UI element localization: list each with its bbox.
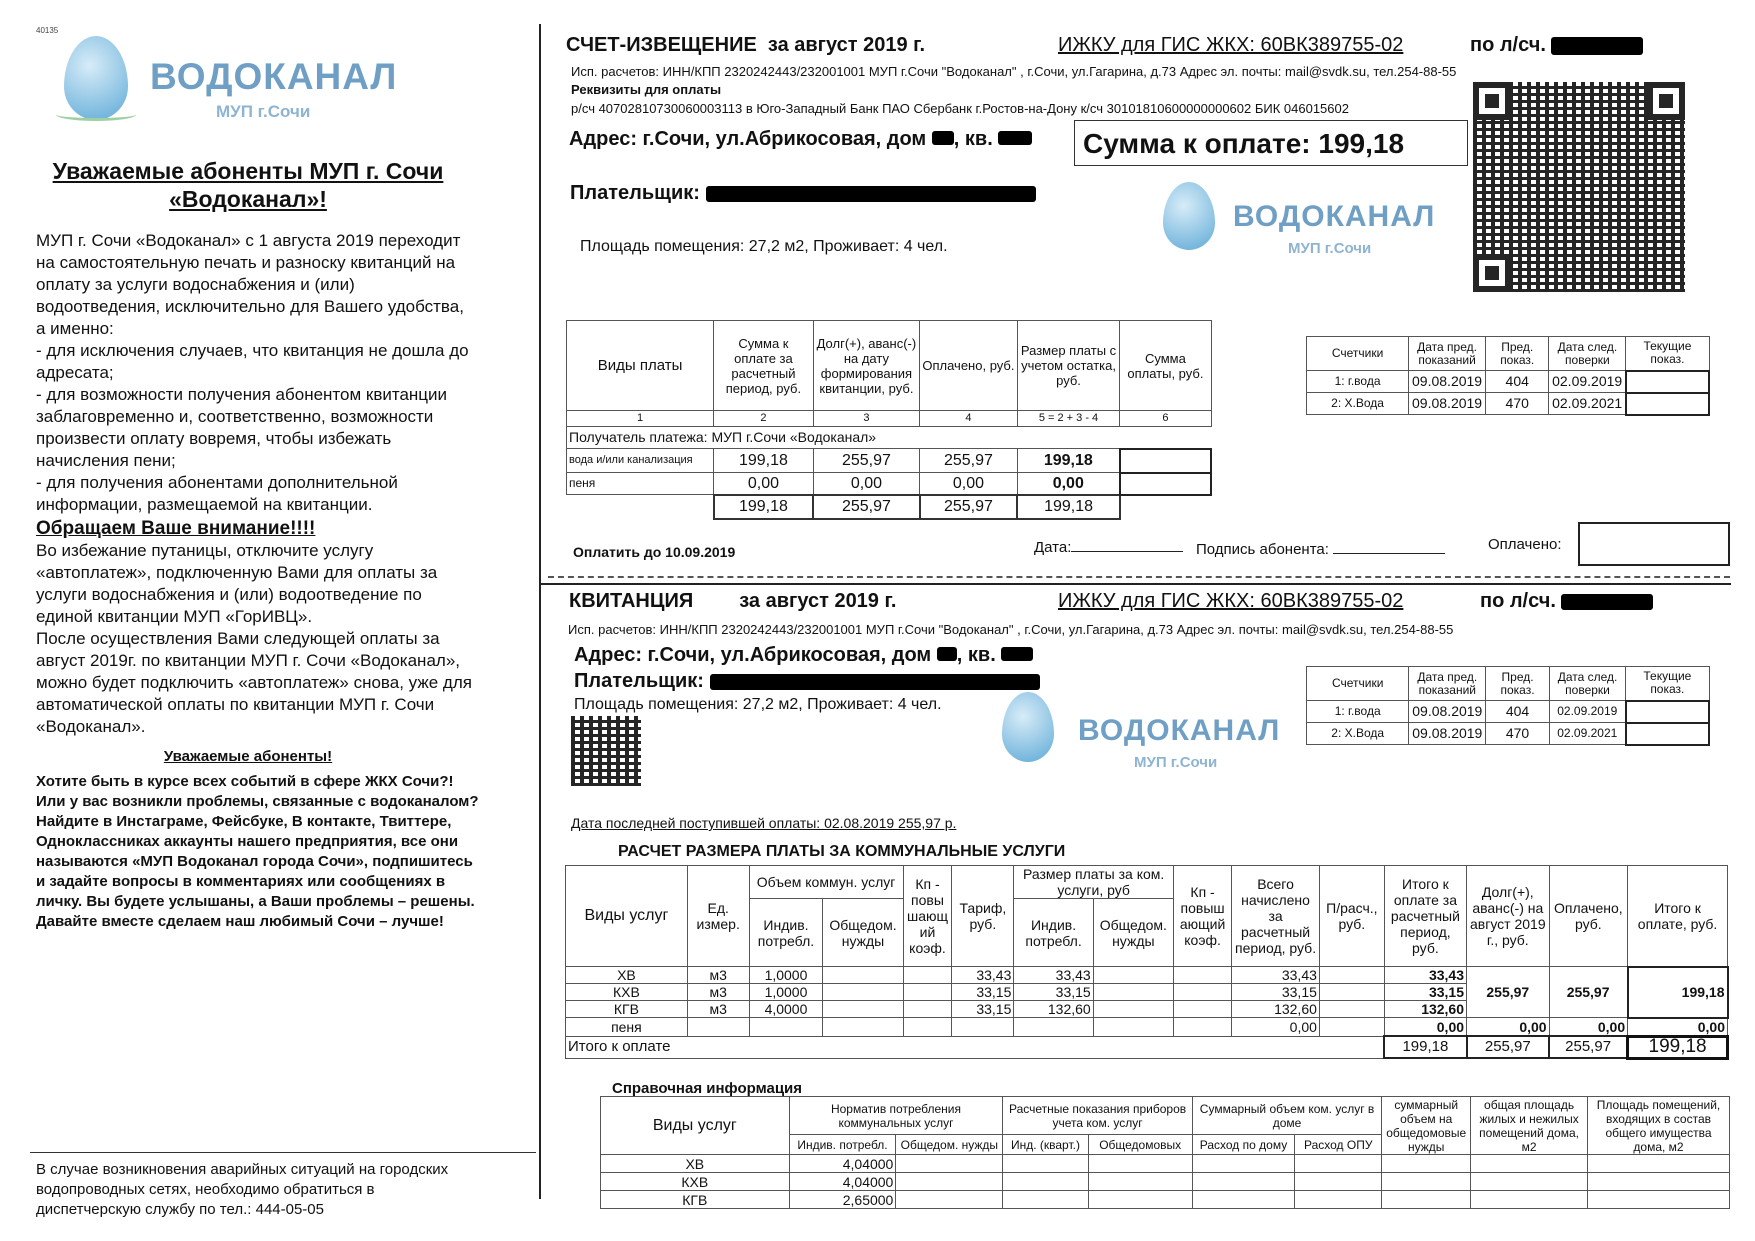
calc-cell: 33,43 (1014, 967, 1093, 984)
text-line: автоматической оплаты по квитанции МУП г. Сочи (36, 695, 435, 714)
logo-name: ВОДОКАНАЛ (1233, 200, 1436, 233)
sum-paid-input[interactable] (1120, 449, 1211, 473)
calc-cell: 0,00 (1467, 1018, 1550, 1037)
calc-cell: 0,00 (1232, 1018, 1320, 1037)
text-line: водоотведения, исключительно для Вашего удобства, (36, 297, 464, 316)
empty-cell (567, 495, 714, 519)
grand-total: 199,18 (1628, 1036, 1728, 1058)
top-isp: Исп. расчетов: ИНН/КПП 2320242443/232001001 МУП г.Сочи "Водоканал" , г.Сочи, ул.Гагарина, д.73 Адрес эл. почты: mail@svdk.su, тел.254-88-55 (571, 64, 1457, 79)
mh: Счетчики (1307, 337, 1409, 371)
intro-text (36, 230, 469, 516)
bottom-address: Адрес: г.Сочи, ул.Абрикосовая, дом , кв. (574, 644, 1033, 667)
text-line: заблаговременно и, соответственно, возможности (36, 407, 434, 426)
total-cell: 255,97 (813, 495, 919, 519)
heading-line-2: «Водоканал»! (169, 186, 327, 212)
meter-prev: 404 (1486, 371, 1549, 393)
calc-cell (1093, 967, 1173, 984)
calc-cell: ХВ (566, 967, 688, 984)
row-label: пеня (567, 473, 714, 495)
th: Расход ОПУ (1295, 1135, 1382, 1155)
th: суммарный объем на общедомовые нужды (1382, 1097, 1471, 1155)
th: Расчетные показания приборов учета ком. услуг (1003, 1097, 1192, 1135)
calc-cell: 132,60 (1232, 1001, 1320, 1018)
calc-cell: 33,15 (1384, 984, 1466, 1001)
total-cell: 199,18 (714, 495, 813, 519)
text-line: водопроводных сетях, необходимо обратиться в (36, 1181, 375, 1198)
ref-title: Справочная информация (612, 1080, 803, 1097)
bottom-payer: Плательщик: (574, 670, 1040, 693)
top-gis-id: ИЖКУ для ГИС ЖКХ: 60ВК389755-02 (1058, 34, 1404, 56)
th: Суммарный объем ком. услуг в доме (1192, 1097, 1382, 1135)
meter-name: 2: Х.Вода (1307, 393, 1409, 415)
th: Индив. потребл. (749, 899, 823, 967)
th: Расход по дому (1192, 1135, 1294, 1155)
qr-finder (1473, 82, 1511, 120)
th: общая площадь жилых и нежилых помещений дома, м2 (1471, 1097, 1588, 1155)
th: Виды услуг (601, 1097, 790, 1155)
cell: 255,97 (813, 449, 919, 473)
calc-cell: 0,00 (1384, 1018, 1466, 1037)
redacted-account (1551, 37, 1643, 55)
cut-line (548, 576, 1730, 578)
logo-sub: МУП г.Сочи (1134, 754, 1218, 771)
current-reading-input[interactable] (1626, 393, 1709, 415)
calc-cell: 255,97 (1549, 967, 1628, 1018)
calc-cell: м3 (687, 984, 749, 1001)
calc-cell (1173, 967, 1231, 984)
mh: Пред. показ. (1486, 337, 1549, 371)
calc-cell: 199,18 (1628, 967, 1728, 1018)
qr-finder (1473, 254, 1511, 292)
logo-name: ВОДОКАНАЛ (1078, 714, 1281, 747)
text-line: август 2019г. по квитанции МУП г. Сочи «Водоканал», (36, 651, 460, 670)
calc-cell: КХВ (566, 984, 688, 1001)
calc-cell (1173, 1018, 1231, 1037)
cell: 199,18 (714, 449, 813, 473)
water-drop-icon (1002, 692, 1054, 762)
calc-cell: 0,00 (1628, 1018, 1728, 1037)
calc-cell: 33,43 (1232, 967, 1320, 984)
th-kind: Виды платы (567, 321, 714, 411)
calc-cell (749, 1018, 823, 1037)
current-reading-input[interactable] (1626, 701, 1709, 723)
th-paid: Оплачено, руб. (920, 321, 1018, 411)
bottom-account: по л/сч. (1480, 590, 1653, 613)
meter-date: 09.08.2019 (1409, 393, 1486, 415)
mh: Текущие показ. (1626, 337, 1709, 371)
sum-to-pay: Сумма к оплате: 199,18 (1074, 120, 1468, 166)
logo-top (1155, 178, 1455, 268)
th: Общедом. нужды (1093, 899, 1173, 967)
meter-date: 09.08.2019 (1409, 701, 1486, 723)
text-line: «Водоканал». (36, 717, 146, 736)
calc-cell (823, 1018, 903, 1037)
row-label: вода и/или канализация (567, 449, 714, 473)
meter-name: 1: г.вода (1307, 371, 1409, 393)
calc-table (565, 865, 1729, 1060)
meter-date: 09.08.2019 (1409, 723, 1486, 745)
th: Индив. потребл. (789, 1135, 896, 1155)
top-address: Адрес: г.Сочи, ул.Абрикосовая, дом , кв. (569, 128, 1032, 151)
calc-cell (1093, 1018, 1173, 1037)
text-line: единой квитанции МУП «ГорИВЦ». (36, 607, 313, 626)
mh: Счетчики (1307, 667, 1409, 701)
cell: 255,97 (920, 449, 1018, 473)
th: П/расч., руб. (1319, 866, 1384, 967)
qr-finder (1647, 82, 1685, 120)
calc-cell (903, 1001, 952, 1018)
top-meters-table (1306, 336, 1710, 416)
text-line: а именно: (36, 319, 114, 338)
text-line: Хотите быть в курсе всех событий в сфере ЖКХ Сочи?! (36, 773, 454, 790)
calc-cell: пеня (566, 1018, 688, 1037)
text-line: Во избежание путаницы, отключите услугу (36, 541, 374, 560)
calc-cell: 0,00 (1549, 1018, 1628, 1037)
th-sum: Сумма к оплате за расчетный период, руб. (714, 321, 813, 411)
heading-line-1: Уважаемые абоненты МУП г. Сочи (52, 158, 444, 184)
qr-code-small (571, 716, 641, 786)
emergency-divider (30, 1152, 536, 1153)
total-cell: 199,18 (1384, 1036, 1466, 1058)
calc-cell (1319, 1018, 1384, 1037)
th: Кп - повы шающ ий коэф. (903, 866, 952, 967)
logo-name: ВОДОКАНАЛ (150, 56, 398, 97)
vertical-separator (539, 24, 541, 1199)
meter-check: 02.09.2019 (1549, 701, 1625, 723)
cell: 0,00 (714, 473, 813, 495)
top-payer: Плательщик: (570, 182, 1036, 205)
th: Итого к оплате за расчетный период, руб. (1384, 866, 1466, 967)
meter-name: 1: г.вода (1307, 701, 1409, 723)
top-title: СЧЕТ-ИЗВЕЩЕНИЕ за август 2019 г. (566, 34, 926, 56)
th: Итого к оплате, руб. (1628, 866, 1728, 967)
bottom-meters-table (1306, 666, 1710, 746)
total-label: Итого к оплате (566, 1036, 1385, 1058)
th: Ед. измер. (687, 866, 749, 967)
th-sum-paid: Сумма оплаты, руб. (1120, 321, 1211, 411)
logo-sub: МУП г.Сочи (1288, 240, 1372, 257)
calc-cell (1173, 1001, 1231, 1018)
th: Тариф, руб. (952, 866, 1014, 967)
mh: Дата след. поверки (1549, 667, 1625, 701)
text-line: называются «МУП Водоканал города Сочи», подпишитесь (36, 853, 473, 870)
calc-cell: 132,60 (1014, 1001, 1093, 1018)
th-size: Размер платы с учетом остатка, руб. (1017, 321, 1120, 411)
calc-cell: 132,60 (1384, 1001, 1466, 1018)
logo-sub: МУП г.Сочи (216, 102, 311, 121)
recipient: Получатель платежа: МУП г.Сочи «Водоканал» (567, 427, 1212, 449)
text-line: услуги водоснабжения и (или) водоотведение по (36, 585, 422, 604)
bottom-gis-id: ИЖКУ для ГИС ЖКХ: 60ВК389755-02 (1058, 590, 1404, 612)
th: Всего начислено за расчетный период, руб. (1232, 866, 1320, 967)
mh: Пред. показ. (1486, 667, 1550, 701)
logo-bottom (996, 692, 1296, 782)
pay-until: Оплатить до 10.09.2019 (573, 544, 736, 560)
drop-wave-icon (56, 108, 136, 121)
top-account: по л/сч. (1470, 34, 1643, 57)
current-reading-input[interactable] (1626, 371, 1709, 393)
total-cell: 255,97 (1467, 1036, 1550, 1058)
text-line: произвести оплату вовремя, чтобы избежать (36, 429, 392, 448)
text-line: Или у вас возникли проблемы, связанные с водоканалом? (36, 793, 479, 810)
text-line: личку. Вы будете услышаны, а Ваши проблемы – решены. (36, 893, 475, 910)
th: Виды услуг (566, 866, 688, 967)
calc-cell (823, 1001, 903, 1018)
corner-code: 40135 (36, 26, 59, 35)
total-cell: 199,18 (1017, 495, 1120, 519)
ref-cell: КГВ (601, 1191, 790, 1209)
calc-cell (952, 1018, 1014, 1037)
calc-cell: 33,15 (952, 984, 1014, 1001)
calc-cell: 33,43 (952, 967, 1014, 984)
th: Объем коммун. услуг (749, 866, 903, 899)
empty-cell (1120, 495, 1211, 519)
paid-box[interactable] (1578, 522, 1730, 566)
mh: Текущие показ. (1626, 667, 1709, 701)
cell: 0,00 (1017, 473, 1120, 495)
th: Оплачено, руб. (1549, 866, 1628, 967)
top-area: Площадь помещения: 27,2 м2, Проживает: 4 чел. (580, 238, 948, 255)
sub-heading: Уважаемые абоненты! (163, 748, 333, 765)
text-line: - для исключения случаев, что квитанция не дошла до (36, 341, 469, 360)
bottom-isp: Исп. расчетов: ИНН/КПП 2320242443/232001001 МУП г.Сочи "Водоканал" , г.Сочи, ул.Гагарина, д.73 Адрес эл. почты: mail@svdk.su, тел.254-88-55 (568, 622, 1454, 637)
num-cell: 2 (714, 411, 813, 427)
th: Норматив потребления коммунальных услуг (789, 1097, 1003, 1135)
calc-cell: 1,0000 (749, 967, 823, 984)
sign-field: Подпись абонента: (1196, 541, 1445, 558)
ref-cell: ХВ (601, 1155, 790, 1173)
mh: Дата пред. показаний (1409, 667, 1486, 701)
calc-cell (1319, 967, 1384, 984)
calc-cell: 33,15 (1014, 984, 1093, 1001)
calc-cell (903, 984, 952, 1001)
meter-prev: 404 (1486, 701, 1550, 723)
calc-cell: 255,97 (1467, 967, 1550, 1018)
calc-cell: м3 (687, 967, 749, 984)
num-cell: 4 (920, 411, 1018, 427)
total-cell: 255,97 (920, 495, 1018, 519)
num-cell: 3 (813, 411, 919, 427)
cell: 199,18 (1017, 449, 1120, 473)
text-line: МУП г. Сочи «Водоканал» с 1 августа 2019 переходит (36, 231, 461, 250)
last-payment: Дата последней поступившей оплаты: 02.08.2019 255,97 р. (571, 815, 957, 831)
meter-check: 02.09.2021 (1549, 723, 1625, 745)
top-payment-table (566, 320, 1212, 520)
water-drop-icon (1163, 182, 1215, 250)
paid-label: Оплачено: (1488, 536, 1562, 553)
cell: 0,00 (920, 473, 1018, 495)
meter-prev: 470 (1486, 393, 1549, 415)
meter-name: 2: Х.Вода (1307, 723, 1409, 745)
text-line: - для получения абонентами дополнительной (36, 473, 398, 492)
reference-table (600, 1096, 1730, 1209)
emergency-text (36, 1160, 448, 1220)
calc-cell (823, 984, 903, 1001)
ref-cell: 4,04000 (789, 1155, 896, 1173)
text-line: адресата; (36, 363, 114, 382)
text-line: - для возможности получения абонентом квитанции (36, 385, 448, 404)
ref-cell: КХВ (601, 1173, 790, 1191)
calc-cell (823, 967, 903, 984)
calc-cell (1014, 1018, 1093, 1037)
social-text (36, 772, 479, 932)
th: Кп - повыш ающий коэф. (1173, 866, 1231, 967)
total-cell: 255,97 (1549, 1036, 1628, 1058)
meter-date: 09.08.2019 (1409, 371, 1486, 393)
cell: 0,00 (813, 473, 919, 495)
calc-cell: 33,15 (952, 1001, 1014, 1018)
th: Инд. (кварт.) (1003, 1135, 1088, 1155)
calc-cell (1319, 984, 1384, 1001)
bottom-area: Площадь помещения: 27,2 м2, Проживает: 4 чел. (574, 696, 942, 713)
logo-left (58, 30, 418, 130)
attention-text (36, 540, 472, 738)
calc-cell: 33,15 (1232, 984, 1320, 1001)
left-heading (28, 157, 468, 213)
section-divider (541, 583, 1731, 585)
text-line: на самостоятельную печать и разноску квитанций на (36, 253, 456, 272)
calc-cell: 33,43 (1384, 967, 1466, 984)
calc-cell (903, 967, 952, 984)
th: Долг(+), аванс(-) на август 2019 г., руб. (1467, 866, 1550, 967)
text-line: оплату за услуги водоснабжения и (или) (36, 275, 355, 294)
th: Общедомовых (1088, 1135, 1192, 1155)
text-line: начисления пени; (36, 451, 176, 470)
bottom-title: КВИТАНЦИЯ за август 2019 г. (569, 590, 897, 612)
date-field: Дата: (1034, 539, 1183, 556)
calc-cell: 4,0000 (749, 1001, 823, 1018)
calc-cell (1319, 1001, 1384, 1018)
meter-check: 02.09.2021 (1549, 393, 1626, 415)
meter-prev: 470 (1486, 723, 1550, 745)
top-rekv-label: Реквизиты для оплаты (571, 82, 722, 97)
text-line: информации, размещаемой на квитанции. (36, 495, 373, 514)
top-rekv: р/сч 40702810730060003113 в Юго-Западный Банк ПАО Сбербанк г.Ростов-на-Дону к/сч 30101810600000000602 БИК 046015602 (571, 101, 1349, 116)
text-line: Давайте вместе сделаем наш любимый Сочи – лучше! (36, 913, 444, 930)
text-line: и задайте вопросы в комментариях или сообщениях в (36, 873, 446, 890)
th: Индив. потребл. (1014, 899, 1093, 967)
th: Общедом. нужды (896, 1135, 1003, 1155)
text-line: можно будет подключить «автоплатеж» снова, уже для (36, 673, 472, 692)
mh: Дата пред. показаний (1409, 337, 1486, 371)
calc-cell (1093, 984, 1173, 1001)
text-line: диспетчерскую службу по тел.: 444-05-05 (36, 1201, 324, 1218)
calc-cell: м3 (687, 1001, 749, 1018)
sum-paid-input[interactable] (1120, 473, 1211, 495)
num-cell: 5 = 2 + 3 - 4 (1017, 411, 1120, 427)
num-cell: 6 (1120, 411, 1211, 427)
text-line: Найдите в Инстаграме, Фейсбуке, В контакте, Твиттере, (36, 813, 452, 830)
calc-cell (687, 1018, 749, 1037)
ref-cell: 4,04000 (789, 1173, 896, 1191)
th: Размер платы за ком. услуги, руб (1014, 866, 1174, 899)
calc-cell (1173, 984, 1231, 1001)
th: Общедом. нужды (823, 899, 903, 967)
attention-heading: Обращаем Ваше внимание!!!! (36, 518, 316, 539)
calc-cell (1093, 1001, 1173, 1018)
meter-check: 02.09.2019 (1549, 371, 1626, 393)
th-debt: Долг(+), аванс(-) на дату формирования квитанции, руб. (813, 321, 919, 411)
calc-cell: 1,0000 (749, 984, 823, 1001)
th: Площадь помещений, входящих в состав общего имущества дома, м2 (1588, 1097, 1730, 1155)
mh: Дата след. поверки (1549, 337, 1626, 371)
text-line: После осуществления Вами следующей оплаты за (36, 629, 440, 648)
ref-cell: 2,65000 (789, 1191, 896, 1209)
text-line: Одноклассниках аккаунты нашего предприятия, все они (36, 833, 459, 850)
num-cell: 1 (567, 411, 714, 427)
calc-title: РАСЧЕТ РАЗМЕРА ПЛАТЫ ЗА КОММУНАЛЬНЫЕ УСЛУГИ (618, 843, 1066, 860)
current-reading-input[interactable] (1626, 723, 1709, 745)
text-line: «автоплатеж», подключенную Вами для оплаты за (36, 563, 438, 582)
qr-code-large (1473, 82, 1685, 292)
calc-cell: КГВ (566, 1001, 688, 1018)
text-line: В случае возникновения аварийных ситуаций на городских (36, 1161, 449, 1178)
calc-cell (903, 1018, 952, 1037)
